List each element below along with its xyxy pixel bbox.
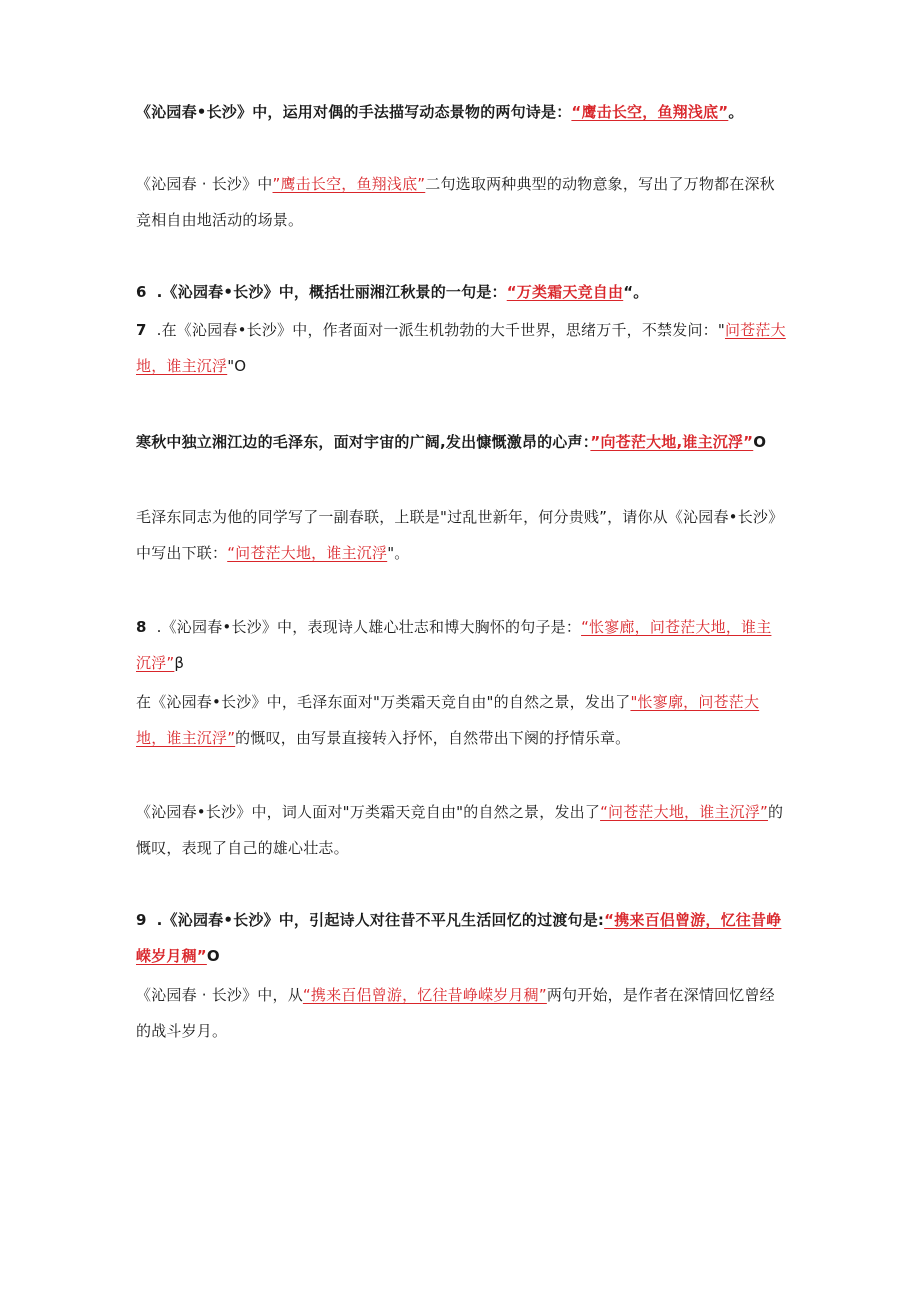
answer-text: ”鹰击长空，鱼翔浅底” — [272, 175, 426, 193]
paragraph-text: “。 — [623, 283, 649, 301]
question-7 — [136, 312, 786, 384]
paragraph-text: "O — [227, 357, 247, 375]
question-8 — [136, 609, 786, 681]
answer-text: “鹰击长空，鱼翔浅底” — [571, 103, 729, 121]
paragraph-text: 在《沁园春•长沙》中，毛泽东面对"万类霜天竞自由"的自然之景，发出了 — [136, 693, 631, 711]
answer-text: “万类霜天竞自由 — [506, 283, 624, 301]
paragraph-text: 。 — [728, 103, 744, 121]
answer-text: “怅寥廊，问苍茫大地，谁主沉浮” — [136, 618, 772, 672]
paragraph-text: O — [753, 433, 767, 451]
question-number: 8 — [136, 618, 147, 636]
answer-text: “携来百侣曾游，忆往昔峥嵘岁月稠” — [302, 986, 547, 1004]
paragraph-text: .《沁园春•长沙》中，表现诗人雄心壮志和博大胸怀的句子是： — [156, 618, 582, 636]
question-number: 6 — [136, 283, 147, 301]
paragraph-text: 的慨叹，表现了自己的雄心壮志。 — [136, 803, 784, 857]
paragraph-1 — [136, 94, 786, 130]
answer-text: “携来百侣曾游，忆往昔峥嵘岁月稠” — [136, 911, 782, 965]
paragraph-text: 二句选取两种典型的动物意象，写出了万物都在深秋竞相自由地活动的场景。 — [136, 175, 775, 229]
paragraph-text: .《沁园春•长沙》中，引起诗人对往昔不平凡生活回忆的过渡句是: — [156, 911, 605, 929]
paragraph-2 — [136, 166, 786, 238]
answer-text: “问苍茫大地，谁主沉浮” — [600, 803, 769, 821]
question-6 — [136, 274, 786, 310]
question-number: 9 — [136, 911, 147, 929]
paragraph-9 — [136, 794, 786, 866]
paragraph-text: 《沁园春•长沙》中，词人面对"万类霜天竞自由"的自然之景，发出了 — [136, 803, 601, 821]
paragraph-6 — [136, 499, 786, 571]
question-9 — [136, 902, 786, 974]
question-number: 7 — [136, 321, 147, 339]
paragraph-text: 毛泽东同志为他的同学写了一副春联，上联是"过乱世新年，何分贵贱”，请你从《沁园春•长沙》中写出下联： — [136, 508, 784, 562]
answer-text: “问苍茫大地，谁主沉浮 — [227, 544, 388, 562]
paragraph-text: .在《沁园春•长沙》中，作者面对一派生机勃勃的大千世界，思绪万千，不禁发问：" — [156, 321, 725, 339]
paragraph-text: .《沁园春•长沙》中，概括壮丽湘江秋景的一句是： — [156, 283, 507, 301]
paragraph-5 — [136, 424, 786, 460]
paragraph-text: 《沁园春 · 长沙》中，从 — [136, 986, 303, 1004]
answer-text: ”向苍茫大地,谁主沉浮” — [590, 433, 754, 451]
paragraph-text: 两句开始，是作者在深情回忆曾经的战斗岁月。 — [136, 986, 775, 1040]
answer-text: "怅寥廓，问苍茫大地，谁主沉浮” — [136, 693, 760, 747]
paragraph-11 — [136, 977, 786, 1049]
paragraph-text: 寒秋中独立湘江边的毛泽东，面对宇宙的广阔,发出慷慨激昂的心声： — [136, 433, 591, 451]
paragraph-8 — [136, 684, 786, 756]
paragraph-text: β — [174, 654, 185, 672]
answer-text: 问苍茫大地，谁主沉浮 — [136, 321, 786, 375]
paragraph-text: 《沁园春 · 长沙》中 — [136, 175, 273, 193]
paragraph-text: O — [206, 947, 220, 965]
paragraph-text: 《沁园春•长沙》中，运用对偶的手法描写动态景物的两句诗是： — [136, 103, 572, 121]
paragraph-text: 的慨叹，由写景直接转入抒怀，自然带出下阕的抒情乐章。 — [235, 729, 631, 747]
paragraph-text: "。 — [387, 544, 410, 562]
